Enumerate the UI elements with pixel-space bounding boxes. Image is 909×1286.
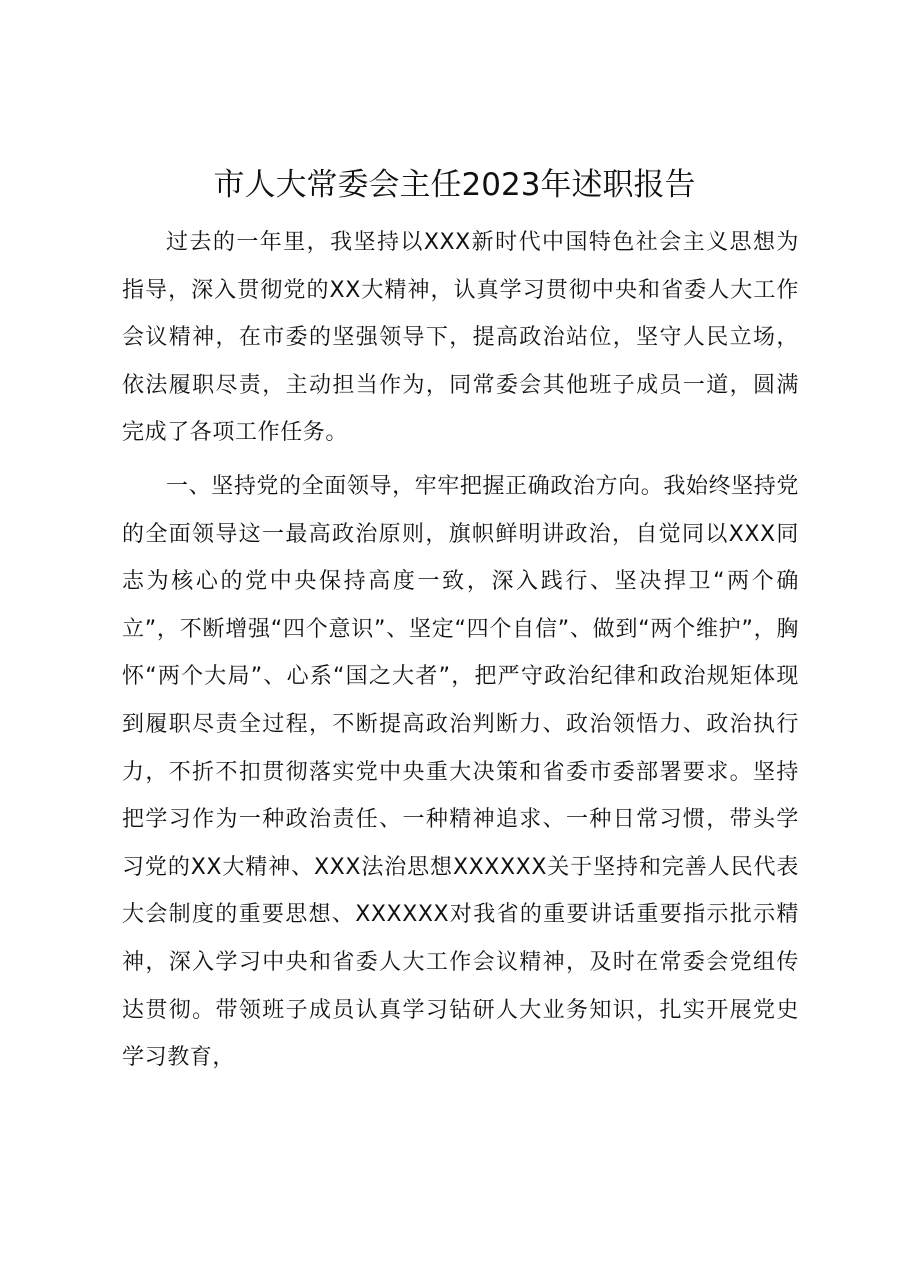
document-body	[122, 219, 799, 1082]
paragraph-section-one: 一、坚持党的全面领导，牢牢把握正确政治方向。我始终坚持党的全面领导这一最高政治原则，旗帜鲜明讲政治，自觉同以XXX同志为核心的党中央保持高度一致，深入践行、坚决捍卫“两个确立”，不断增强“四个意识”、坚定“四个自信”、做到“两个维护”，胸怀“两个大局”、心系“国之大者”，把严守政治纪律和政治规矩体现到履职尽责全过程，不断提高政治判断力、政治领悟力、政治执行力，不折不扣贯彻落实党中央重大决策和省委市委部署要求。坚持把学习作为一种政治责任、一种精神追求、一种日常习惯，带头学习党的XX大精神、XXX法治思想XXXXXX关于坚持和完善人民代表大会制度的重要思想、XXXXXX对我省的重要讲话重要指示批示精神，深入学习中央和省委人大工作会议精神，及时在常委会党组传达贯彻。带领班子成员认真学习钻研人大业务知识，扎实开展党史学习教育，	[122, 473, 799, 1071]
paragraph-intro: 过去的一年里，我坚持以XXX新时代中国特色社会主义思想为指导，深入贯彻党的XX大精神，认真学习贯彻中央和省委人大工作会议精神，在市委的坚强领导下，提高政治站位，坚守人民立场，依法履职尽责，主动担当作为，同常委会其他班子成员一道，圆满完成了各项工作任务。	[122, 230, 799, 446]
document-title: 市人大常委会主任2023年述职报告	[213, 167, 696, 203]
